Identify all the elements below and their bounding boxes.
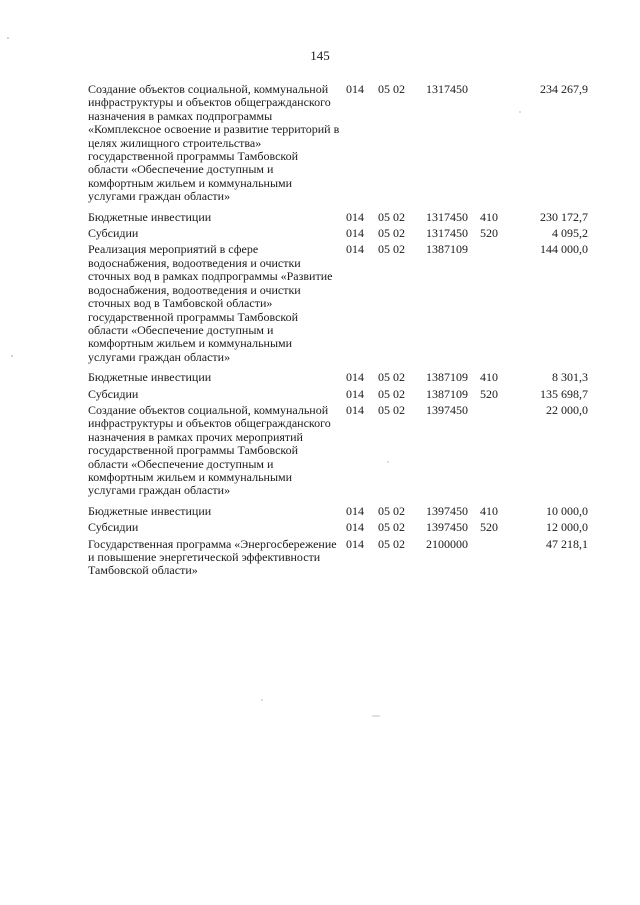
table-row <box>88 521 588 534</box>
section-code: 05 02 <box>378 402 405 417</box>
target-code: 1317450 <box>426 209 468 224</box>
section-code: 05 02 <box>378 242 405 257</box>
ministry-code: 014 <box>346 536 364 551</box>
target-code: 1317450 <box>426 82 468 96</box>
table-row <box>88 211 588 224</box>
amount: 135 698,7 <box>540 386 588 401</box>
ministry-code: 014 <box>346 503 364 518</box>
ministry-code: 014 <box>346 82 364 96</box>
row-description: Бюджетные инвестиции <box>88 503 212 518</box>
ministry-code: 014 <box>346 520 364 535</box>
target-code: 2100000 <box>426 536 468 551</box>
amount: 234 267,9 <box>540 82 588 96</box>
amount: 10 000,0 <box>546 503 588 518</box>
row-description: Субсидии <box>88 520 139 535</box>
target-code: 1387109 <box>426 242 468 257</box>
budget-table <box>88 83 588 578</box>
table-row <box>88 371 588 384</box>
table-row <box>88 227 588 240</box>
row-description: Создание объектов социальной, коммунальной инфраструктуры и объектов общегражданского назначения в рамках подпрограммы «Комплексное освоение и развитие территорий в целях жилищного строительства» государственной программы Тамбовской области «Обеспечение доступным и комфортным жильем и коммунальными услугами граждан области» <box>88 82 340 204</box>
amount: 22 000,0 <box>546 402 588 417</box>
amount: 47 218,1 <box>546 536 588 551</box>
table-row <box>88 388 588 401</box>
target-code: 1397450 <box>426 402 468 417</box>
table-row <box>88 505 588 518</box>
expense-type-code: 520 <box>480 386 498 401</box>
row-description: Бюджетные инвестиции <box>88 209 212 224</box>
section-code: 05 02 <box>378 370 405 385</box>
table-row <box>88 83 588 204</box>
row-description: Субсидии <box>88 226 139 241</box>
section-code: 05 02 <box>378 536 405 551</box>
expense-type-code: 520 <box>480 520 498 535</box>
section-code: 05 02 <box>378 209 405 224</box>
section-code: 05 02 <box>378 82 405 96</box>
target-code: 1397450 <box>426 520 468 535</box>
target-code: 1317450 <box>426 226 468 241</box>
row-description: Реализация мероприятий в сфере водоснабжения, водоотведения и очистки сточных вод в рамках подпрограммы «Развитие водоснабжения, водоотведения и очистки сточных вод в Тамбовской области» государственной программы Тамбовской области «Обеспечение доступным и комфортным жильем и коммунальными услугами граждан области» <box>88 242 333 364</box>
expense-type-code: 410 <box>480 209 498 224</box>
ministry-code: 014 <box>346 226 364 241</box>
section-code: 05 02 <box>378 520 405 535</box>
expense-type-code: 410 <box>480 503 498 518</box>
row-description: Бюджетные инвестиции <box>88 370 212 385</box>
table-row <box>88 404 588 498</box>
table-row <box>88 243 588 364</box>
section-code: 05 02 <box>378 503 405 518</box>
target-code: 1397450 <box>426 503 468 518</box>
ministry-code: 014 <box>346 386 364 401</box>
amount: 144 000,0 <box>540 242 588 257</box>
section-code: 05 02 <box>378 386 405 401</box>
target-code: 1387109 <box>426 370 468 385</box>
amount: 4 095,2 <box>552 226 588 241</box>
row-description: Государственная программа «Энергосбережение и повышение энергетической эффективности Тамбовской области» <box>88 536 337 578</box>
ministry-code: 014 <box>346 242 364 257</box>
amount: 12 000,0 <box>546 520 588 535</box>
expense-type-code: 520 <box>480 226 498 241</box>
section-code: 05 02 <box>378 226 405 241</box>
row-description: Создание объектов социальной, коммунальной инфраструктуры и объектов общегражданского назначения в рамках прочих мероприятий государственной программы Тамбовской области «Обеспечение доступным и комфортным жильем и коммунальными услугами граждан области» <box>88 402 331 498</box>
ministry-code: 014 <box>346 370 364 385</box>
ministry-code: 014 <box>346 209 364 224</box>
page-number: 145 <box>310 48 330 63</box>
expense-type-code: 410 <box>480 370 498 385</box>
amount: 230 172,7 <box>540 209 588 224</box>
table-row <box>88 538 588 578</box>
amount: 8 301,3 <box>552 370 588 385</box>
ministry-code: 014 <box>346 402 364 417</box>
row-description: Субсидии <box>88 386 139 401</box>
target-code: 1387109 <box>426 386 468 401</box>
